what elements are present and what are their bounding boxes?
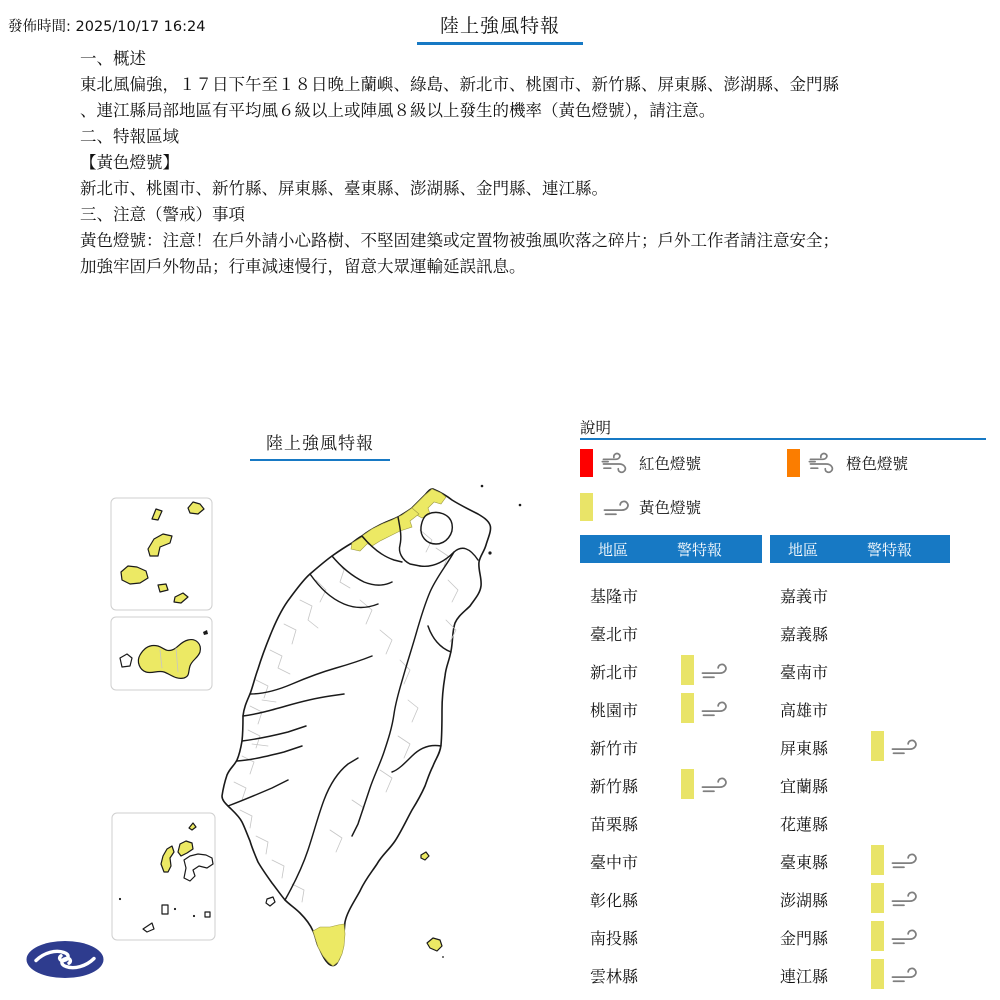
- section-heading: 二、特報區域: [80, 127, 179, 146]
- yellow-warning-badge: [681, 769, 694, 799]
- table-row: [770, 651, 950, 689]
- region-name: 臺北市: [590, 625, 639, 644]
- table-row: [580, 613, 762, 651]
- wind-strong-icon: [601, 452, 633, 475]
- region-name: 新北市: [590, 663, 639, 682]
- yellow-warning-badge: [871, 731, 884, 761]
- region-name: 新竹市: [590, 739, 639, 758]
- table-row: [770, 879, 950, 917]
- legend-label: 黃色燈號: [639, 499, 702, 517]
- yellow-warning-badge: [871, 921, 884, 951]
- legend-divider: [580, 438, 986, 440]
- legend-title: 說明: [580, 419, 612, 437]
- taiwan-outline: [222, 489, 491, 966]
- wind-icon: [889, 887, 921, 910]
- yellow-signal-swatch: [580, 493, 593, 521]
- region-name: 苗栗縣: [590, 815, 639, 834]
- matsu-inset: [111, 498, 212, 610]
- legend-label: 紅色燈號: [639, 455, 702, 473]
- region-name: 高雄市: [780, 701, 829, 720]
- yellow-warning-indicator: [871, 921, 921, 951]
- legend-item-orange: [787, 448, 908, 478]
- map-title: 陸上強風特報: [250, 429, 390, 461]
- table-row: [580, 765, 762, 803]
- report-line: 黃色燈號：注意！在戶外請小心路樹、不堅固建築或定置物被強風吹落之碎片；戶外工作者請注意安全；: [80, 231, 839, 250]
- yellow-warning-badge: [681, 655, 694, 685]
- yellow-warning-indicator: [871, 883, 921, 913]
- yellow-warning-indicator: [871, 731, 921, 761]
- table-row: [770, 575, 950, 613]
- table-row: [770, 765, 950, 803]
- page-title: 陸上強風特報: [417, 11, 583, 45]
- region-advisory-table-left: [580, 535, 762, 993]
- report-line: 【黃色燈號】: [80, 153, 179, 172]
- column-header-region: 地區: [598, 541, 629, 559]
- table-row: [580, 917, 762, 955]
- column-header-advisory: 警特報: [867, 541, 913, 559]
- table-row: [770, 803, 950, 841]
- wind-icon: [699, 773, 731, 796]
- legend-label: 橙色燈號: [846, 455, 909, 473]
- report-line: 加強牢固戶外物品；行車減速慢行，留意大眾運輸延誤訊息。: [80, 257, 526, 276]
- publish-time: 發佈時間: 2025/10/17 16:24: [8, 19, 206, 35]
- table-row: [770, 689, 950, 727]
- yellow-warning-indicator: [871, 959, 921, 989]
- table-row: [580, 575, 762, 613]
- table-row: [580, 803, 762, 841]
- table-header: [580, 535, 762, 563]
- legend-item-red: [580, 448, 701, 478]
- yellow-warning-badge: [871, 845, 884, 875]
- liuqiu-island: [266, 897, 275, 906]
- region-name: 彰化縣: [590, 891, 639, 910]
- penghu-inset: [112, 813, 215, 940]
- table-row: [770, 917, 950, 955]
- yellow-warning-indicator: [681, 693, 731, 723]
- region-name: 基隆市: [590, 587, 639, 606]
- wind-strong-icon: [808, 452, 840, 475]
- region-name: 臺中市: [590, 853, 639, 872]
- warning-area-hengchun: [313, 924, 345, 966]
- red-signal-swatch: [580, 449, 593, 477]
- region-advisory-table-right: [770, 535, 950, 993]
- region-name: 嘉義市: [780, 587, 829, 606]
- column-header-region: 地區: [788, 541, 819, 559]
- yellow-warning-badge: [681, 693, 694, 723]
- section-heading: 一、概述: [80, 49, 146, 68]
- wind-icon: [699, 697, 731, 720]
- region-name: 澎湖縣: [780, 891, 829, 910]
- table-row: [580, 841, 762, 879]
- column-header-advisory: 警特報: [677, 541, 723, 559]
- region-name: 屏東縣: [780, 739, 829, 758]
- table-row: [580, 879, 762, 917]
- region-name: 臺南市: [780, 663, 829, 682]
- report-line: 東北風偏強，１７日下午至１８日晚上蘭嶼、綠島、新北市、桃園市、新竹縣、屏東縣、澎湖縣、金門縣: [80, 75, 839, 94]
- wind-icon: [889, 849, 921, 872]
- advisory-report: [80, 46, 960, 280]
- wind-icon: [889, 735, 921, 758]
- orange-signal-swatch: [787, 449, 800, 477]
- table-row: [770, 727, 950, 765]
- wind-icon: [889, 925, 921, 948]
- region-name: 臺東縣: [780, 853, 829, 872]
- yellow-warning-badge: [871, 959, 884, 989]
- region-name: 雲林縣: [590, 967, 639, 986]
- region-name: 花蓮縣: [780, 815, 829, 834]
- region-name: 連江縣: [780, 967, 829, 986]
- yellow-warning-indicator: [681, 655, 731, 685]
- table-row: [770, 955, 950, 993]
- region-name: 嘉義縣: [780, 625, 829, 644]
- table-row: [770, 613, 950, 651]
- table-row: [580, 727, 762, 765]
- cwa-logo: [24, 938, 106, 982]
- wind-icon: [601, 496, 633, 519]
- section-heading: 三、注意（警戒）事項: [80, 205, 245, 224]
- region-name: 金門縣: [780, 929, 829, 948]
- yellow-warning-badge: [871, 883, 884, 913]
- lanyu-island: [427, 938, 442, 951]
- region-name: 南投縣: [590, 929, 639, 948]
- yellow-warning-indicator: [681, 769, 731, 799]
- region-name: 宜蘭縣: [780, 777, 829, 796]
- wind-icon: [699, 659, 731, 682]
- yellow-warning-indicator: [871, 845, 921, 875]
- table-header: [770, 535, 950, 563]
- table-row: [580, 955, 762, 993]
- table-row: [580, 651, 762, 689]
- wind-icon: [889, 963, 921, 986]
- report-line: 新北市、桃園市、新竹縣、屏東縣、臺東縣、澎湖縣、金門縣、連江縣。: [80, 179, 608, 198]
- table-row: [580, 689, 762, 727]
- table-row: [770, 841, 950, 879]
- region-name: 桃園市: [590, 701, 639, 720]
- legend-item-yellow: [580, 492, 701, 522]
- report-line: 、連江縣局部地區有平均風６級以上或陣風８級以上發生的機率（黃色燈號），請注意。: [80, 101, 716, 120]
- green-island: [421, 852, 429, 860]
- region-name: 新竹縣: [590, 777, 639, 796]
- taiwan-warning-map: [90, 470, 570, 1000]
